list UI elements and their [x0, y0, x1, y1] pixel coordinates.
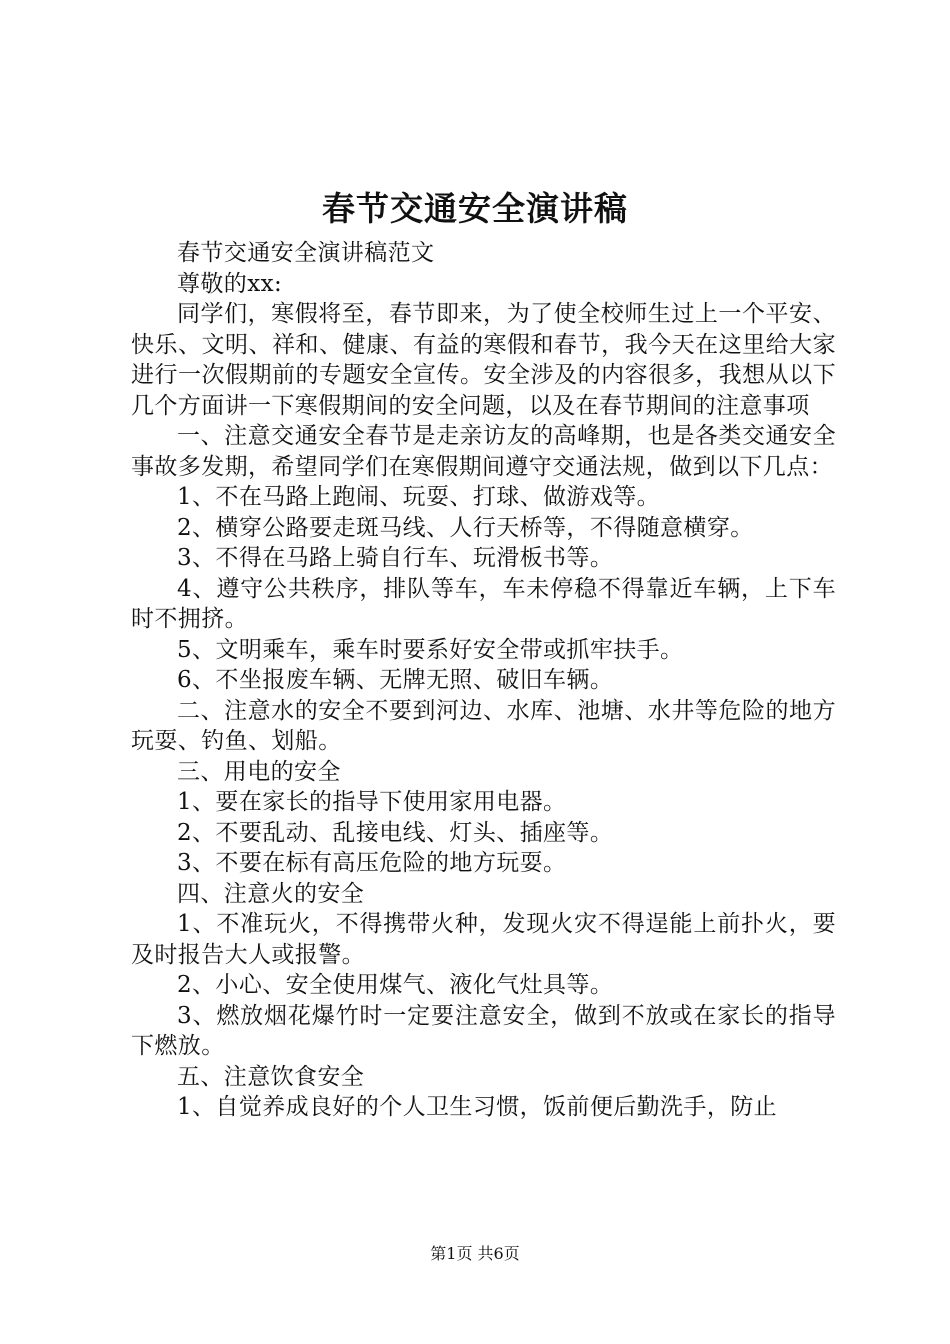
document-title: 春节交通安全演讲稿 [322, 189, 628, 228]
paragraph-electric-item-1: 1、要在家长的指导下使用家用电器。 [177, 789, 567, 815]
paragraph-traffic-heading: 一、注意交通安全春节是走亲访友的高峰期，也是各类交通安全事故多发期，希望同学们在寒假期间遵守交通法规，做到以下几点： [131, 423, 836, 480]
paragraph-food-item-1: 1、自觉养成良好的个人卫生习惯，饭前便后勤洗手，防止 [177, 1094, 778, 1120]
paragraph-traffic-item-6: 6、不坐报废车辆、无牌无照、破旧车辆。 [177, 667, 614, 693]
paragraph-traffic-item-3: 3、不得在马路上骑自行车、玩滑板书等。 [177, 545, 614, 571]
paragraph-salutation: 尊敬的xx: [177, 270, 283, 297]
paragraph-electric-item-2: 2、不要乱动、乱接电线、灯头、插座等。 [177, 819, 614, 846]
paragraph-fire-item-3: 3、燃放烟花爆竹时一定要注意安全，做到不放或在家长的指导下燃放。 [131, 1002, 836, 1059]
page-footer: 第1页 共6页 [430, 1244, 520, 1263]
paragraph-water-safety: 二、注意水的安全不要到河边、水库、池塘、水井等危险的地方玩耍、钓鱼、划船。 [131, 697, 836, 754]
paragraph-traffic-item-1: 1、不在马路上跑闹、玩耍、打球、做游戏等。 [177, 484, 661, 510]
paragraph-fire-item-2: 2、小心、安全使用煤气、液化气灶具等。 [177, 972, 614, 998]
paragraph-fire-heading: 四、注意火的安全 [177, 880, 365, 907]
paragraph-intro: 同学们，寒假将至，春节即来，为了使全校师生过上一个平安、快乐、文明、祥和、健康、有益的寒假和春节，我今天在这里给大家进行一次假期前的专题安全宣传。安全涉及的内容很多，我想从以下几个方面讲一下寒假期间的安全问题，以及在春节期间的注意事项 [131, 301, 836, 419]
paragraph-traffic-item-4: 4、遵守公共秩序，排队等车，车未停稳不得靠近车辆，上下车时不拥挤。 [131, 575, 836, 632]
paragraph-fire-item-1: 1、不准玩火，不得携带火种，发现火灾不得逞能上前扑火，要及时报告大人或报警。 [131, 911, 836, 968]
paragraph-traffic-item-2: 2、横穿公路要走斑马线、人行天桥等，不得随意横穿。 [177, 514, 754, 541]
document-body [131, 238, 836, 1123]
paragraph-traffic-item-5: 5、文明乘车，乘车时要系好安全带或抓牢扶手。 [177, 636, 684, 663]
paragraph-food-heading: 五、注意饮食安全 [177, 1063, 365, 1090]
paragraph-subtitle: 春节交通安全演讲稿范文 [177, 240, 435, 266]
paragraph-electric-heading: 三、用电的安全 [177, 758, 341, 785]
paragraph-electric-item-3: 3、不要在标有高压危险的地方玩耍。 [177, 850, 567, 876]
